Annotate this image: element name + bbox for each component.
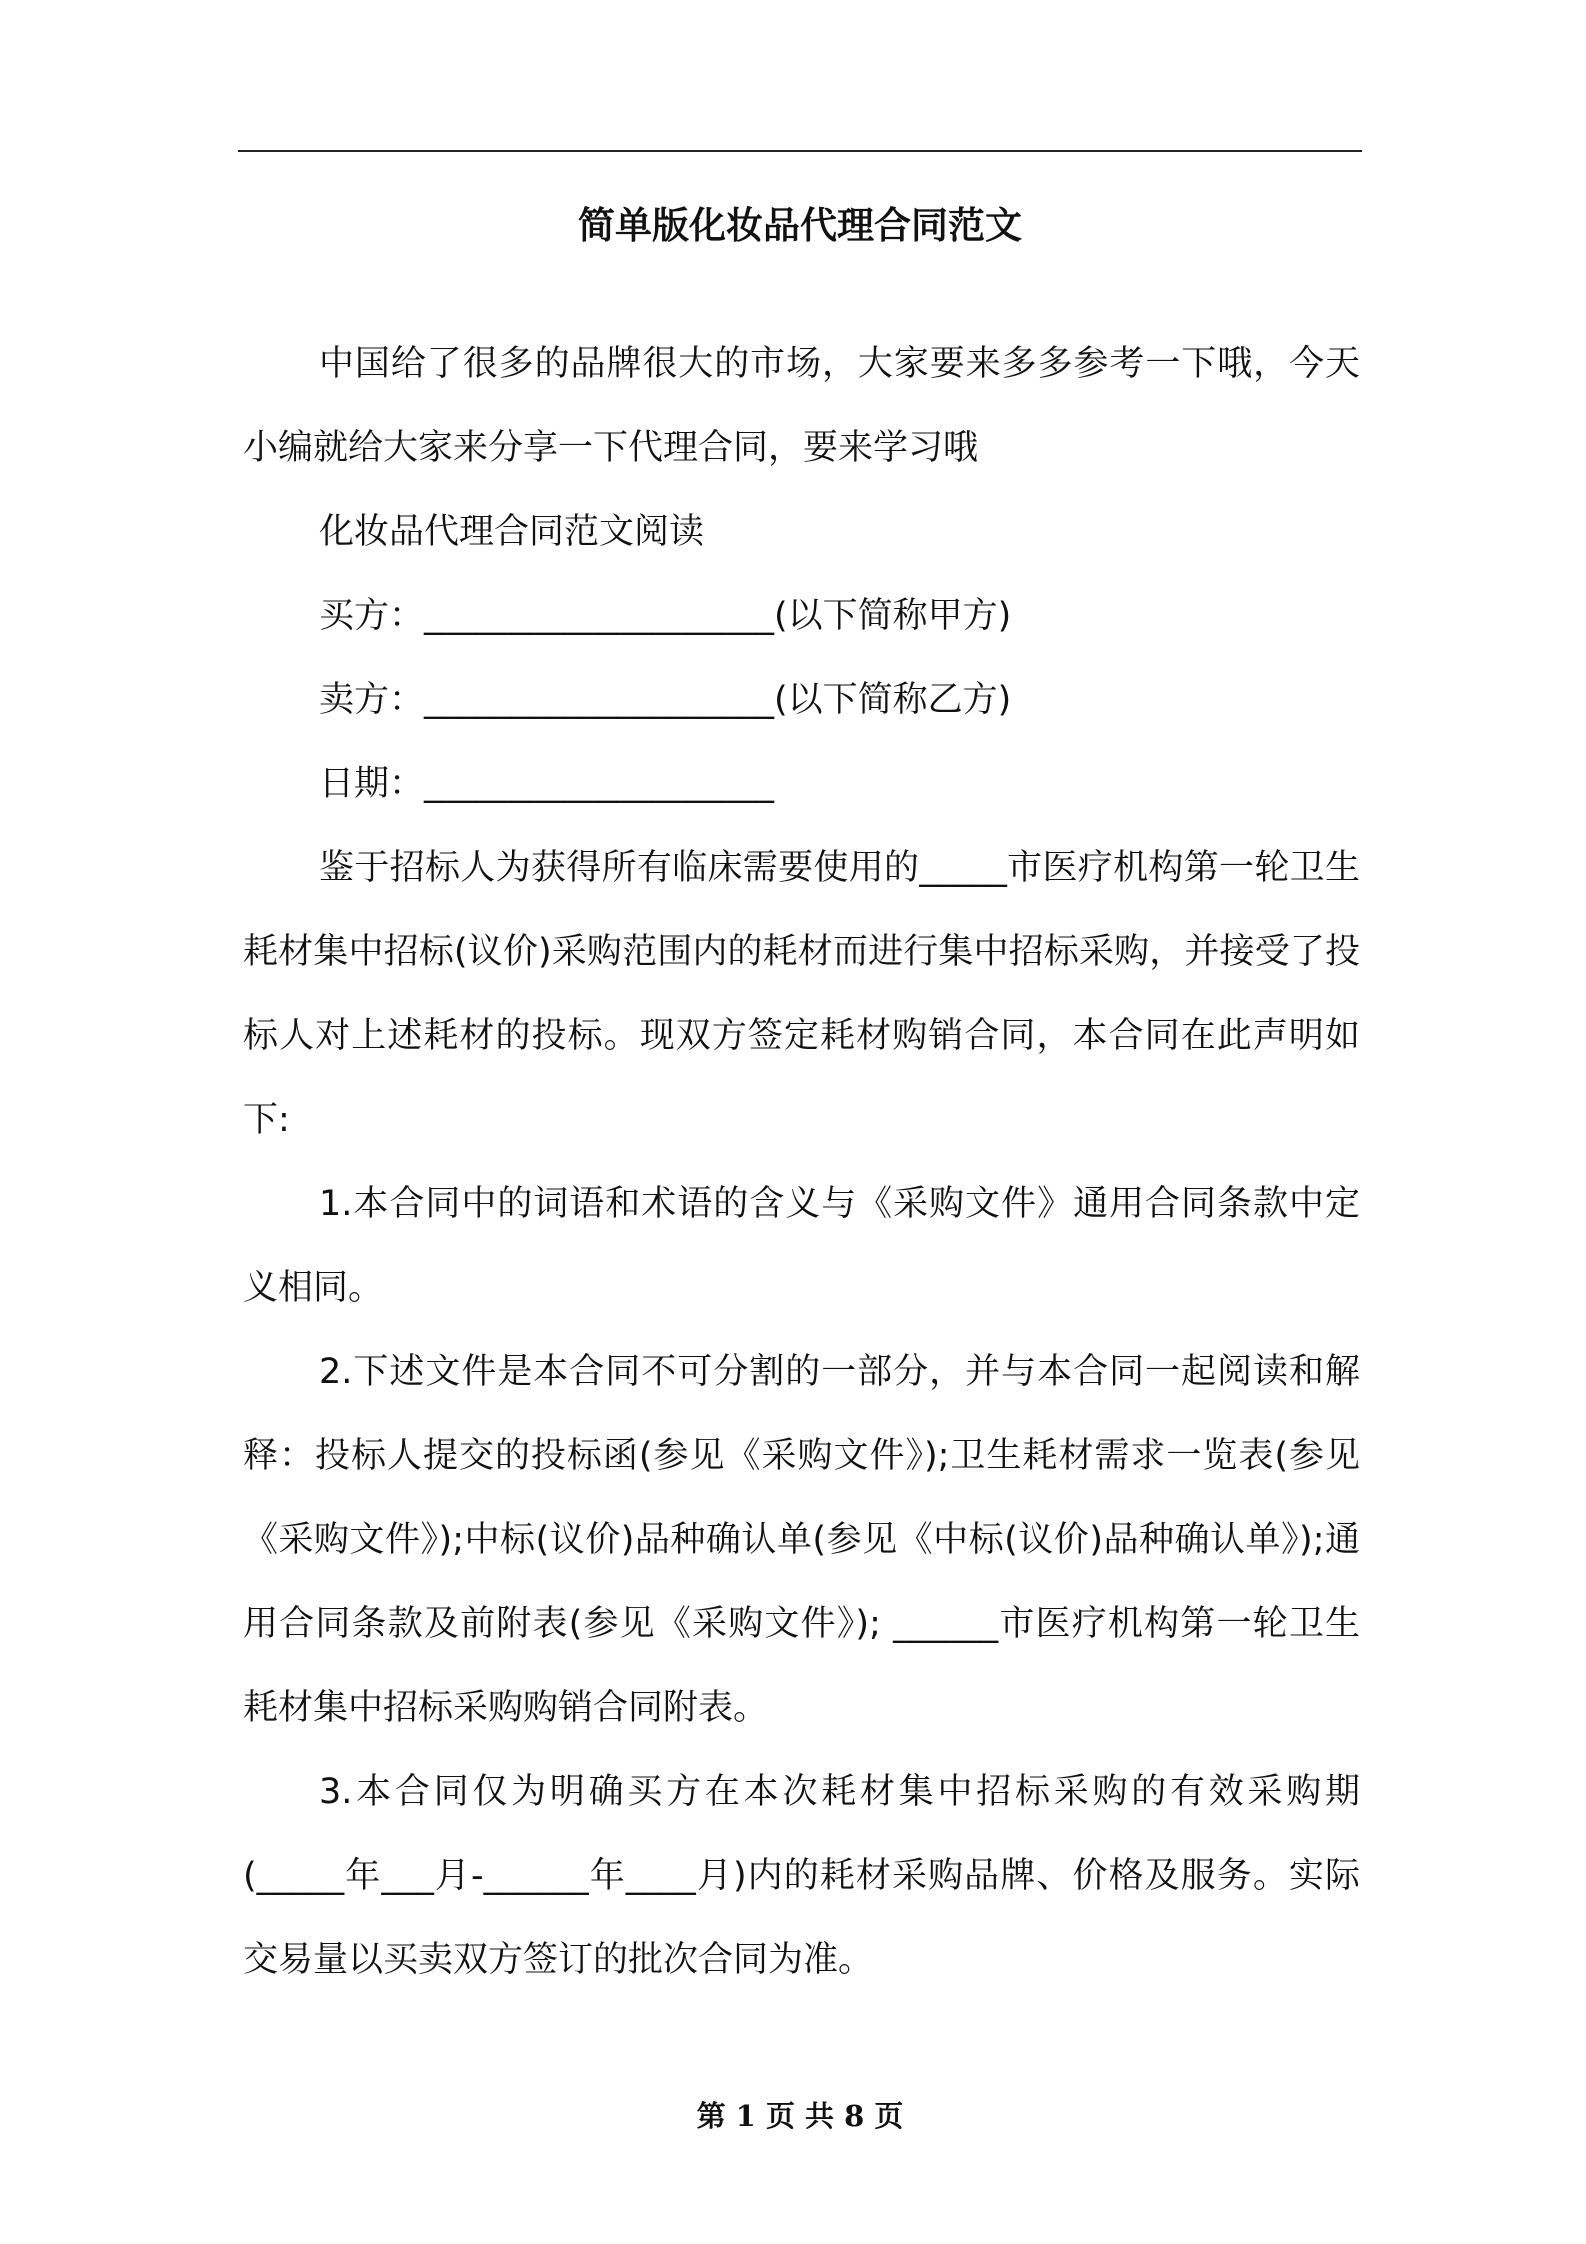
document-body [243, 322, 1360, 2002]
intro-paragraph: 中国给了很多的品牌很大的市场，大家要来多多参考一下哦，今天小编就给大家来分享一下代理合同，要来学习哦 [243, 344, 1360, 468]
seller-field: 卖方：____________________(以下简称乙方) [319, 680, 1012, 720]
clause-3: 3.本合同仅为明确买方在本次耗材集中招标采购的有效采购期(_____年___月-______年____月)内的耗材采购品牌、价格及服务。实际交易量以买卖双方签订的批次合同为准。 [243, 1772, 1360, 1980]
date-field: 日期：____________________ [319, 764, 775, 804]
section-heading: 化妆品代理合同范文阅读 [319, 512, 705, 552]
document-title: 简单版化妆品代理合同范文 [578, 204, 1022, 247]
clause-2: 2.下述文件是本合同不可分割的一部分，并与本合同一起阅读和解释：投标人提交的投标函(参见《采购文件》);卫生耗材需求一览表(参见《采购文件》);中标(议价)品种确认单(参见《中标(议价)品种确认单》);通用合同条款及前附表(参见《采购文件》); ______市医疗机构第一轮卫生耗材集中招标采购购销合同附表。 [243, 1352, 1360, 1728]
page-number: 第 1 页 共 8 页 [696, 2099, 904, 2133]
preamble-paragraph: 鉴于招标人为获得所有临床需要使用的_____市医疗机构第一轮卫生耗材集中招标(议价)采购范围内的耗材而进行集中招标采购，并接受了投标人对上述耗材的投标。现双方签定耗材购销合同，本合同在此声明如下: [243, 848, 1360, 1140]
header-rule [238, 150, 1362, 152]
buyer-field: 买方：____________________(以下简称甲方) [319, 596, 1012, 636]
clause-1: 1.本合同中的词语和术语的含义与《采购文件》通用合同条款中定义相同。 [243, 1184, 1360, 1308]
